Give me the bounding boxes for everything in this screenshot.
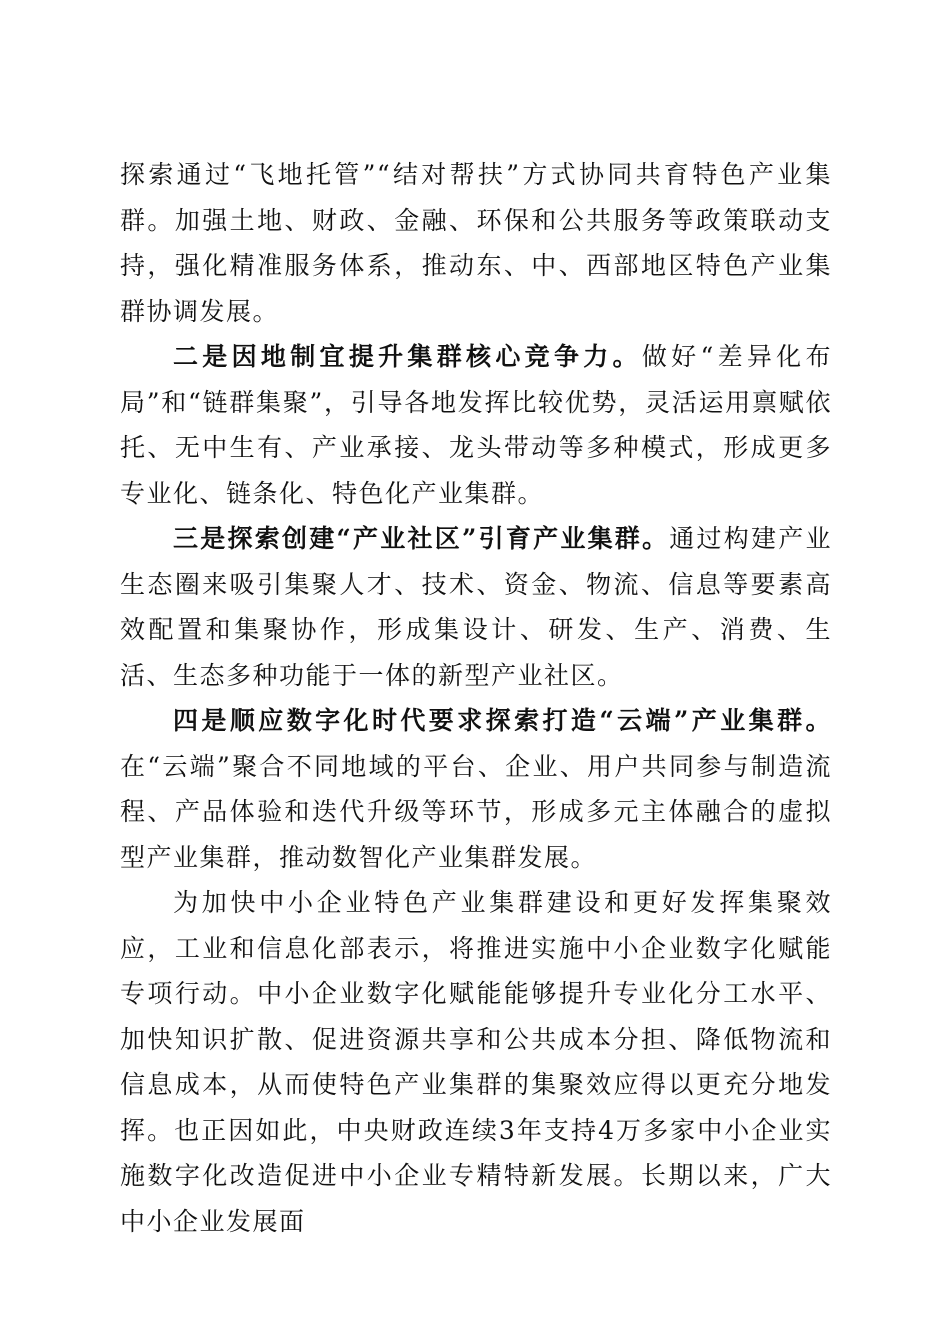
paragraph-digital-empowerment [120,880,832,1244]
paragraph-body: 在“云端”聚合不同地域的平台、企业、用户共同参与制造流程、产品体验和迭代升级等环节，形成多元主体融合的虚拟型产业集群，推动数智化产业集群发展。 [120,751,832,872]
paragraph-continuation [120,152,832,334]
document-body [120,152,832,1244]
paragraph-point-four [120,698,832,880]
paragraph-point-two [120,334,832,516]
paragraph-body: 做好“差异化布局”和“链群集聚”，引导各地发挥比较优势，灵活运用禀赋依托、无中生有、产业承接、龙头带动等多种模式，形成更多专业化、链条化、特色化产业集群。 [120,342,832,508]
paragraph-body: 探索通过“飞地托管”“结对帮扶”方式协同共育特色产业集群。加强土地、财政、金融、环保和公共服务等政策联动支持，强化精准服务体系，推动东、中、西部地区特色产业集群协调发展。 [120,160,832,326]
paragraph-lead: 四是顺应数字化时代要求探索打造“云端”产业集群。 [173,706,832,735]
paragraph-lead: 二是因地制宜提升集群核心竞争力。 [173,342,642,371]
paragraph-body: 通过构建产业生态圈来吸引集聚人才、技术、资金、物流、信息等要素高效配置和集聚协作，形成集设计、研发、生产、消费、生活、生态多种功能于一体的新型产业社区。 [120,524,832,690]
paragraph-point-three [120,516,832,698]
paragraph-body: 为加快中小企业特色产业集群建设和更好发挥集聚效应，工业和信息化部表示，将推进实施中小企业数字化赋能专项行动。中小企业数字化赋能能够提升专业化分工水平、加快知识扩散、促进资源共享和公共成本分担、降低物流和信息成本，从而使特色产业集群的集聚效应得以更充分地发挥。也正因如此，中央财政连续3年支持4万多家中小企业实施数字化改造促进中小企业专精特新发展。长期以来，广大中小企业发展面 [120,888,832,1236]
paragraph-lead: 三是探索创建“产业社区”引育产业集群。 [173,524,670,553]
